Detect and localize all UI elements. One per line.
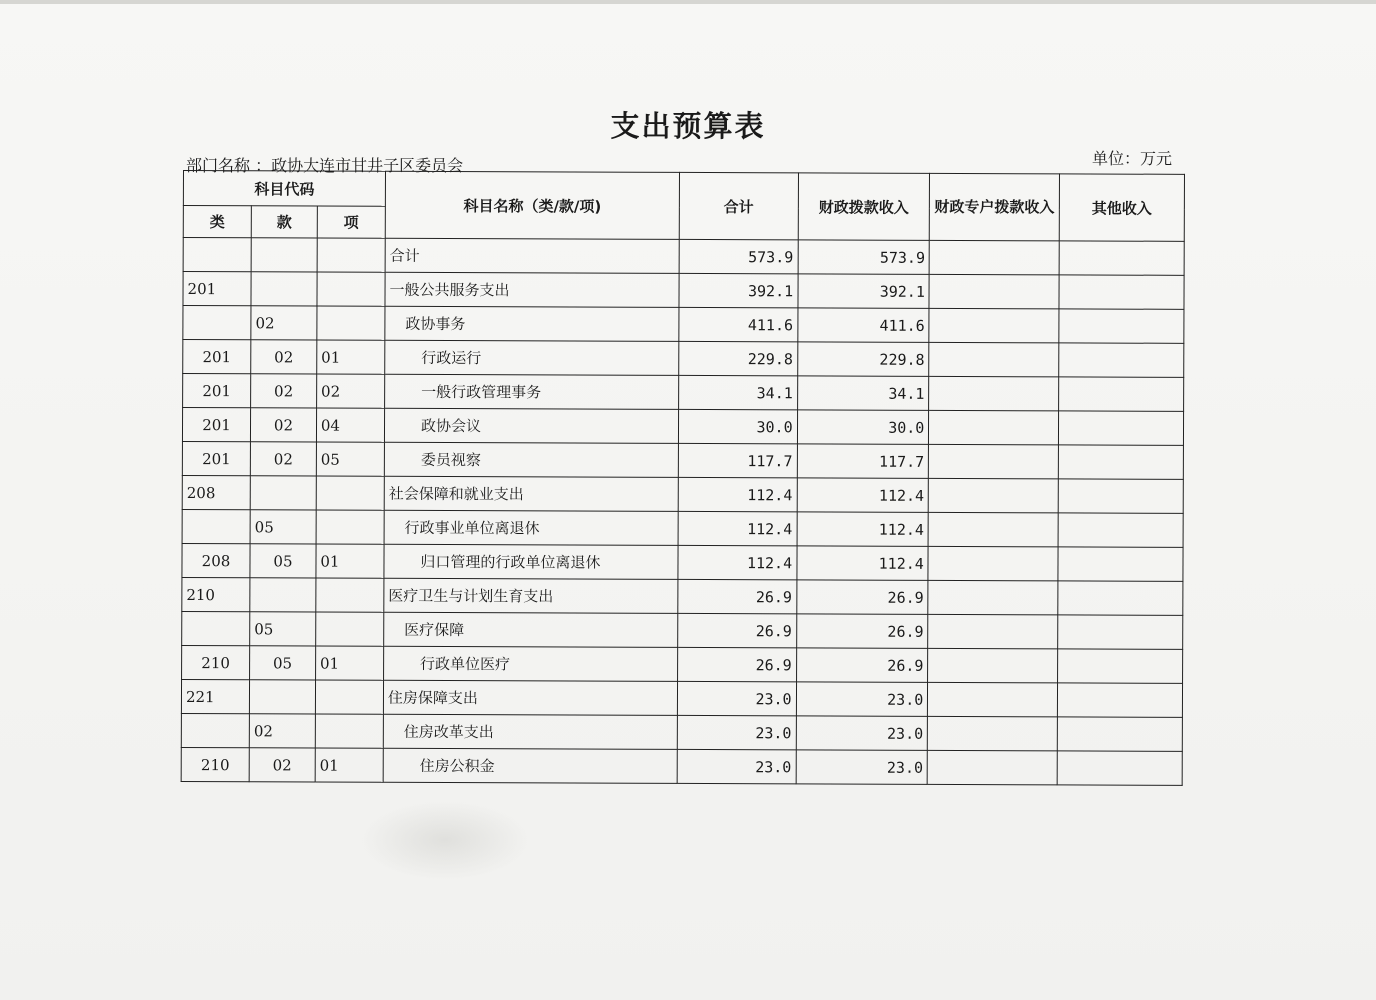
cell-xiang: 04 xyxy=(316,408,384,442)
cell-special xyxy=(928,682,1058,716)
cell-special xyxy=(929,478,1059,512)
cell-kuan: 02 xyxy=(250,442,316,476)
cell-other xyxy=(1057,717,1182,751)
cell-special xyxy=(928,512,1058,546)
cell-other xyxy=(1058,411,1183,445)
cell-fiscal: 117.7 xyxy=(797,444,929,479)
table-row xyxy=(182,408,1183,446)
cell-xiang: 01 xyxy=(317,340,385,374)
cell-total: 26.9 xyxy=(678,613,797,647)
cell-xiang xyxy=(315,714,383,748)
header-xiang: 项 xyxy=(317,206,385,238)
cell-other xyxy=(1058,547,1183,581)
cell-other xyxy=(1059,309,1184,343)
cell-fiscal: 26.9 xyxy=(796,580,928,615)
header-special-account: 财政专户拨款收入 xyxy=(930,173,1060,240)
cell-xiang: 01 xyxy=(315,748,383,782)
cell-kuan: 05 xyxy=(250,612,316,646)
cell-kuan: 05 xyxy=(250,646,316,680)
table-row xyxy=(183,238,1184,276)
cell-subject-name: 行政单位医疗 xyxy=(383,646,677,681)
cell-total: 30.0 xyxy=(679,409,798,443)
table-row xyxy=(182,577,1183,615)
cell-subject-name: 住房改革支出 xyxy=(383,714,677,749)
cell-special xyxy=(929,342,1059,376)
cell-lei: 210 xyxy=(182,645,250,679)
cell-subject-name: 住房公积金 xyxy=(383,748,677,783)
cell-lei: 201 xyxy=(182,441,250,475)
cell-special xyxy=(928,648,1058,682)
table-row xyxy=(182,611,1183,649)
cell-fiscal: 573.9 xyxy=(798,240,930,275)
cell-subject-name: 行政运行 xyxy=(385,340,679,375)
cell-total: 411.6 xyxy=(679,307,798,341)
cell-xiang xyxy=(316,612,384,646)
budget-table xyxy=(181,170,1185,786)
header-other-income: 其他收入 xyxy=(1059,174,1184,241)
cell-total: 23.0 xyxy=(677,715,796,749)
header-lei: 类 xyxy=(183,206,251,238)
cell-subject-name: 医疗保障 xyxy=(384,612,678,647)
scan-smudge xyxy=(360,800,530,880)
cell-other xyxy=(1059,343,1184,377)
cell-fiscal: 30.0 xyxy=(797,410,929,445)
cell-lei: 210 xyxy=(181,747,249,781)
table-row xyxy=(181,747,1182,785)
cell-subject-name: 行政事业单位离退休 xyxy=(384,510,678,545)
cell-lei xyxy=(183,306,251,340)
header-kuan: 款 xyxy=(251,206,317,238)
cell-other xyxy=(1057,683,1182,717)
cell-kuan: 02 xyxy=(249,748,315,782)
cell-other xyxy=(1059,241,1184,275)
cell-xiang xyxy=(315,680,383,714)
cell-other xyxy=(1058,445,1183,479)
header-subject-name: 科目名称（类/款/项) xyxy=(385,171,679,239)
cell-xiang xyxy=(317,306,385,340)
cell-special xyxy=(928,716,1058,750)
cell-fiscal: 23.0 xyxy=(796,716,928,751)
cell-kuan xyxy=(250,578,316,612)
cell-lei: 201 xyxy=(183,340,251,374)
cell-xiang: 01 xyxy=(316,544,384,578)
cell-special xyxy=(929,410,1059,444)
cell-total: 23.0 xyxy=(678,681,797,715)
table-row xyxy=(182,543,1183,581)
cell-subject-name: 政协事务 xyxy=(385,306,679,341)
cell-lei: 210 xyxy=(182,577,250,611)
cell-special xyxy=(929,274,1059,308)
cell-kuan: 02 xyxy=(249,714,315,748)
table-row xyxy=(181,679,1182,717)
cell-lei xyxy=(182,611,250,645)
cell-lei: 201 xyxy=(183,374,251,408)
cell-subject-name: 一般公共服务支出 xyxy=(385,272,679,307)
scan-edge xyxy=(0,0,1376,4)
cell-xiang: 01 xyxy=(315,646,383,680)
cell-lei: 208 xyxy=(182,475,250,509)
cell-other xyxy=(1057,751,1182,785)
cell-kuan: 05 xyxy=(250,544,316,578)
cell-xiang xyxy=(316,578,384,612)
cell-total: 112.4 xyxy=(678,545,797,579)
cell-other xyxy=(1058,513,1183,547)
cell-fiscal: 411.6 xyxy=(797,308,929,343)
cell-other xyxy=(1059,275,1184,309)
table-row xyxy=(182,441,1183,479)
cell-special xyxy=(929,308,1059,342)
table-row xyxy=(183,306,1184,344)
cell-lei xyxy=(182,509,250,543)
header-code-group: 科目代码 xyxy=(183,171,385,207)
cell-fiscal: 23.0 xyxy=(796,750,928,785)
cell-kuan xyxy=(251,272,317,306)
cell-special xyxy=(929,376,1059,410)
cell-total: 229.8 xyxy=(679,341,798,375)
cell-other xyxy=(1057,649,1182,683)
cell-subject-name: 合计 xyxy=(385,238,679,273)
cell-total: 26.9 xyxy=(678,579,797,613)
cell-lei: 201 xyxy=(182,408,250,442)
cell-total: 573.9 xyxy=(679,239,798,273)
unit-label: 单位：万元 xyxy=(1092,149,1173,168)
header-fiscal-appropriation: 财政拨款收入 xyxy=(798,173,930,241)
cell-special xyxy=(929,240,1059,274)
cell-kuan xyxy=(249,680,315,714)
cell-lei xyxy=(181,713,249,747)
cell-other xyxy=(1057,615,1182,649)
cell-fiscal: 23.0 xyxy=(796,682,928,717)
table-header-row xyxy=(183,171,1184,210)
cell-lei: 208 xyxy=(182,543,250,577)
cell-subject-name: 住房保障支出 xyxy=(383,680,677,715)
table-row xyxy=(182,475,1183,513)
cell-xiang xyxy=(317,272,385,306)
cell-lei: 201 xyxy=(183,272,251,306)
cell-subject-name: 归口管理的行政单位离退休 xyxy=(384,544,678,579)
cell-fiscal: 112.4 xyxy=(797,478,929,513)
cell-subject-name: 一般行政管理事务 xyxy=(385,374,679,409)
cell-fiscal: 26.9 xyxy=(796,614,928,649)
cell-other xyxy=(1058,479,1183,513)
cell-total: 112.4 xyxy=(678,511,797,545)
cell-fiscal: 392.1 xyxy=(798,274,930,309)
cell-kuan: 02 xyxy=(251,306,317,340)
department-name: 部门名称 ：政协大连市甘井子区委员会 xyxy=(186,156,464,175)
table-row xyxy=(181,713,1182,751)
cell-total: 112.4 xyxy=(678,477,797,511)
cell-xiang xyxy=(317,238,385,272)
cell-xiang: 05 xyxy=(316,442,384,476)
table-body xyxy=(181,238,1184,786)
cell-other xyxy=(1058,581,1183,615)
cell-kuan xyxy=(251,238,317,272)
cell-fiscal: 112.4 xyxy=(797,512,929,547)
table-row xyxy=(182,645,1183,683)
cell-subject-name: 政协会议 xyxy=(384,408,678,443)
cell-fiscal: 26.9 xyxy=(796,648,928,683)
table-row xyxy=(182,509,1183,547)
cell-total: 392.1 xyxy=(679,273,798,307)
cell-special xyxy=(927,750,1057,784)
cell-xiang xyxy=(316,476,384,510)
cell-xiang xyxy=(316,510,384,544)
cell-total: 26.9 xyxy=(678,647,797,681)
cell-fiscal: 34.1 xyxy=(797,376,929,411)
cell-kuan: 02 xyxy=(251,340,317,374)
cell-special xyxy=(928,546,1058,580)
cell-xiang: 02 xyxy=(316,374,384,408)
header-total: 合计 xyxy=(679,172,798,239)
cell-special xyxy=(928,580,1058,614)
cell-total: 34.1 xyxy=(679,375,798,409)
table-row xyxy=(183,374,1184,412)
cell-special xyxy=(929,444,1059,478)
cell-subject-name: 医疗卫生与计划生育支出 xyxy=(384,578,678,613)
cell-subject-name: 社会保障和就业支出 xyxy=(384,476,678,511)
cell-total: 117.7 xyxy=(678,443,797,477)
page-title: 支出预算表 xyxy=(610,109,766,143)
cell-other xyxy=(1058,377,1183,411)
cell-kuan: 05 xyxy=(250,510,316,544)
table-row xyxy=(183,272,1184,310)
cell-fiscal: 229.8 xyxy=(797,342,929,377)
cell-kuan: 02 xyxy=(251,408,317,442)
cell-total: 23.0 xyxy=(677,749,796,783)
cell-fiscal: 112.4 xyxy=(797,546,929,581)
cell-kuan xyxy=(250,476,316,510)
cell-special xyxy=(928,614,1058,648)
table-row xyxy=(183,340,1184,378)
cell-kuan: 02 xyxy=(251,374,317,408)
cell-lei: 221 xyxy=(181,679,249,713)
cell-lei xyxy=(183,238,251,272)
cell-subject-name: 委员视察 xyxy=(384,442,678,477)
